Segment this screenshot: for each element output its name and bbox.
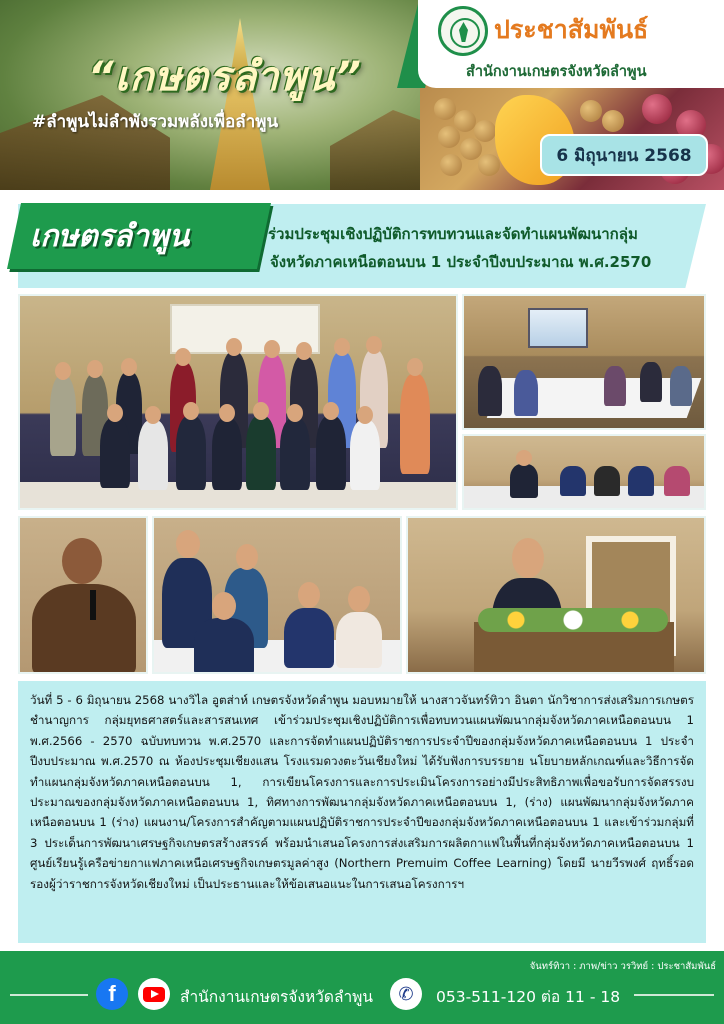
footer-divider-left — [10, 994, 88, 996]
photo-attendees-row — [462, 434, 706, 510]
hashtag: #ลำพูนไม่ลำพังรวมพลังเพื่อลำพูน — [32, 112, 279, 132]
pr-title: ประชาสัมพันธ์ — [494, 15, 649, 44]
photo-credit: จันทร์ทิวา : ภาพ/ข่าว วรวิทย์ : ประชาสัมพันธ์ — [529, 961, 716, 972]
phone-icon: ✆ — [390, 978, 422, 1010]
section-label: เกษตรลำพูน — [30, 219, 190, 254]
presentation-screen — [528, 308, 588, 348]
microphone-icon — [90, 590, 96, 620]
department-seal-icon — [438, 6, 488, 56]
date-badge: 6 มิถุนายน 2568 — [540, 134, 708, 176]
headline-line-1: ร่วมประชุมเชิงปฏิบัติการทบทวนและจัดทำแผนพัฒนากลุ่ม — [268, 225, 638, 243]
footer-org-name: สำนักงานเกษตรจังหวัดลำพูน — [180, 988, 373, 1006]
photo-group — [18, 294, 458, 510]
article-body-box — [18, 681, 706, 943]
headline-line-2: จังหวัดภาคเหนือตอนบน 1 ประจำปีงบประมาณ พ.ศ.2570 — [270, 253, 652, 271]
footer-phone-number: 053-511-120 ต่อ 11 - 18 — [436, 988, 621, 1006]
photo-speaker — [18, 516, 148, 674]
pr-subtitle: สำนักงานเกษตรจังหวัดลำพูน — [466, 64, 647, 80]
footer-divider-right — [634, 994, 714, 996]
photo-participants — [152, 516, 402, 674]
youtube-icon[interactable] — [138, 978, 170, 1010]
photo-meeting-room — [462, 294, 706, 430]
photo-presenter-podium — [406, 516, 706, 674]
flower-arrangement — [478, 608, 668, 632]
article-text: วันที่ 5 - 6 มิถุนายน 2568 นางวิไล อูตส่าห์ เกษตรจังหวัดลำพูน มอบหมายให้ นางสาวจันทร์ทิวา อินตา นักวิชาการส่งเสริมการเกษตรชำนาญการ กลุ่มยุทธศาสตร์และสารสนเทศ เข้าร่วมประชุมเชิงปฏิบัติการเพื่อทบทวนแผนพัฒนากลุ่มจังหวัดภาคเหนือตอนบน 1 พ.ศ.2566 - 2570 ฉบับทบทวน พ.ศ.2570 และการจัดทำแผนปฏิบัติราชการประจำปีของกลุ่มจังหวัดภาคเหนือตอนบน 1 ประจำปีงบประมาณ พ.ศ.2570 ณ ห้องประชุมเชียงแสน โรงแรมดวงตะวันเชียงใหม่ ได้รับฟังการบรรยาย นโยบายหลักเกณฑ์และวิธีการจัดทำแผนกลุ่มจังหวัดภาคเหนือตอนบน 1, การเขียนโครงการและการประเมินโครงการอย่างมีประสิทธิภาพเพื่อขอรับการจัดสรรงบประมาณของกลุ่มจังหวัดภาคเหนือตอนบน 1, ทิศทางการพัฒนากลุ่มจังหวัดภาคเหนือตอนบน 1, (ร่าง) แผนพัฒนากลุ่มจังหวัดภาคเหนือตอนบน 1 (ร่าง) แผนงาน/โครงการสำคัญตามแผนปฏิบัติราชการประจำปีของกลุ่มจังหวัดภาคเหนือตอนบน 1 และเข้าร่วมกลุ่มที่ 3 ประเด็นการพัฒนาเศรษฐกิจเกษตรสร้างสรรค์ พร้อมนำเสนอโครงการส่งเสริมการผลิตกาแฟในพื้นที่กลุ่มจังหวัดภาคเหนือตอนบน 1 ศูนย์เรียนรู้เครือข่ายกาแฟภาคเหนือเศรษฐกิจเกษตรมูลค่าสูง (Northern Premuim Coffee Learning) โดยมี นายวีรพงศ์ ฤทธิ์รอด รองผู้ว่าราชการจังหวัดเชียงใหม่ เป็นประธานและให้ข้อเสนอแนะในการเสนอโครงการฯ — [30, 693, 694, 891]
banner-title: “เกษตรลำพูน” — [88, 54, 362, 100]
facebook-icon[interactable]: f — [96, 978, 128, 1010]
